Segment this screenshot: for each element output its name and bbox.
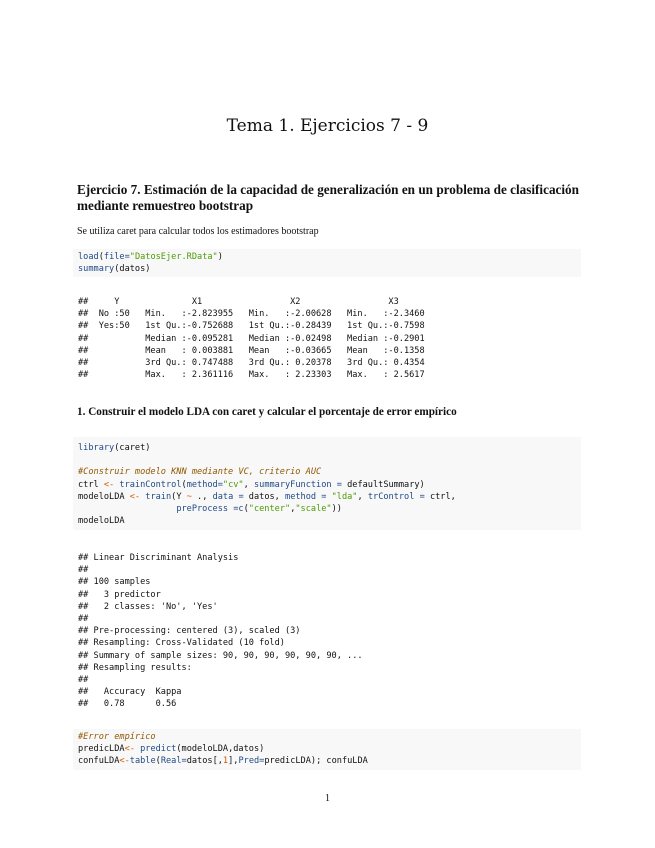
code-line <box>78 743 576 755</box>
code-operator: <- <box>119 756 130 767</box>
code-line <box>78 515 576 527</box>
code-argument: preProcess = <box>176 503 239 514</box>
code-string: "DatosEjer.RData" <box>129 252 218 262</box>
output-line: ## <box>78 613 89 624</box>
output-line: ## Pre-processing: centered (3), scaled (3) <box>78 626 301 637</box>
code-string: "scale" <box>295 503 332 514</box>
output-line: ## Median :-0.095281 Median :-0.02498 Median :-0.2901 <box>78 333 425 344</box>
code-text: ], <box>228 756 239 767</box>
code-argument: Pred= <box>238 756 265 767</box>
code-text: ., <box>191 491 213 502</box>
code-function: train <box>140 491 172 502</box>
code-line <box>78 442 576 454</box>
code-argument: summaryFunction = <box>253 479 342 490</box>
summary-output <box>78 296 580 381</box>
code-punct: ( <box>98 252 104 262</box>
code-punct: ( <box>243 503 249 514</box>
output-line: ## Mean : 0.003881 Mean :-0.03665 Mean :-0.1358 <box>78 345 425 356</box>
output-line: ## Resampling results: <box>78 662 192 673</box>
code-punct: ) <box>217 252 223 262</box>
code-text: (Y <box>171 491 187 502</box>
code-line <box>78 755 576 767</box>
exercise-heading: Ejercicio 7. Estimación de la capacidad de generalización en un problema de clasificación mediante remuestreo bootstrap <box>77 182 579 213</box>
output-line: ## 3 predictor <box>78 589 161 600</box>
code-blank-line <box>78 454 576 466</box>
code-punct: , <box>290 503 296 514</box>
code-punct: , <box>243 479 254 490</box>
code-line <box>78 491 576 503</box>
code-line <box>78 479 576 491</box>
output-line: ## 3rd Qu.: 0.747488 3rd Qu.: 0.20378 3rd Qu.: 0.4354 <box>78 357 425 368</box>
code-argument: method = <box>285 491 327 502</box>
output-line: ## 2 classes: 'No', 'Yes' <box>78 601 218 612</box>
code-line <box>78 503 576 515</box>
code-text: ctrl, <box>424 491 456 502</box>
code-text: modeloLDA <box>78 491 130 502</box>
code-string: "lda" <box>326 491 358 502</box>
output-line: ## Summary of sample sizes: 90, 90, 90, 90, 90, 90, ... <box>78 650 363 661</box>
document-title: Tema 1. Ejercicios 7 - 9 <box>226 116 429 136</box>
code-line <box>78 251 576 263</box>
code-text: modeloLDA <box>78 516 125 527</box>
code-function: table <box>129 756 156 767</box>
output-line: ## <box>78 674 89 685</box>
output-line: ## 0.78 0.56 <box>78 699 177 710</box>
output-line: ## Accuracy Kappa <box>78 687 182 698</box>
code-text: , <box>357 491 368 502</box>
page-number: 1 <box>325 793 330 804</box>
code-punct: ( <box>181 479 187 490</box>
code-string: "cv" <box>222 479 244 490</box>
code-text: defaultSummary) <box>341 479 425 490</box>
code-operator: <- <box>129 491 141 502</box>
output-line: ## Yes:50 1st Qu.:-0.752688 1st Qu.:-0.28439 1st Qu.:-0.7598 <box>78 321 425 332</box>
output-line: ## Max. : 2.361116 Max. : 2.23303 Max. : 2.5617 <box>78 370 425 381</box>
code-operator: <- <box>124 744 135 755</box>
section-heading: 1. Construir el modelo LDA con caret y calcular el porcentaje de error empírico <box>77 406 457 418</box>
code-argument: data = <box>212 491 244 502</box>
code-argument: Real= <box>160 756 187 767</box>
output-line: ## 100 samples <box>78 577 151 588</box>
code-operator: <- <box>103 479 115 490</box>
output-line: ## Resampling: Cross-Validated (10 fold) <box>78 638 285 649</box>
intro-paragraph: Se utiliza caret para calcular todos los estimadores bootstrap <box>77 226 319 237</box>
code-line <box>78 731 576 743</box>
code-punct: )) <box>331 503 342 514</box>
code-line <box>78 466 576 478</box>
code-argument: method= <box>186 479 223 490</box>
code-comment: #Error empírico <box>78 732 156 742</box>
code-string: "center" <box>248 503 291 514</box>
code-number: 1 <box>222 756 229 767</box>
code-text: ctrl <box>78 479 104 490</box>
code-function: library <box>78 443 115 453</box>
code-text: (datos) <box>114 264 151 275</box>
code-text: predicLDA); confuLDA <box>264 756 368 767</box>
code-text: (caret) <box>114 443 151 453</box>
output-line: ## Linear Discriminant Analysis <box>78 553 239 563</box>
code-text: predicLDA <box>78 744 125 755</box>
output-line: ## Y X1 X2 X3 <box>78 297 399 307</box>
code-function: c <box>238 503 244 514</box>
code-text: datos, <box>243 491 286 502</box>
code-function: load <box>78 252 99 262</box>
lda-output <box>78 552 580 710</box>
code-indent <box>78 504 176 514</box>
code-function: predict <box>134 744 177 755</box>
code-block-load <box>73 249 581 277</box>
code-line <box>78 263 576 275</box>
code-operator: ~ <box>186 491 192 502</box>
code-block-train <box>73 437 581 530</box>
output-line: ## No :50 Min. :-2.823955 Min. :-2.00628 Min. :-2.3460 <box>78 309 425 320</box>
code-text: datos[, <box>186 756 223 767</box>
code-function: summary <box>78 264 115 275</box>
code-function: trainControl <box>114 479 182 490</box>
code-text: confuLDA <box>78 756 120 767</box>
code-text: (modeloLDA,datos) <box>176 744 265 755</box>
output-line: ## <box>78 565 89 576</box>
code-punct: ( <box>155 756 161 767</box>
code-block-error <box>73 729 581 770</box>
code-argument: trControl = <box>367 491 425 502</box>
code-comment: #Construir modelo KNN mediante VC, criterio AUC <box>78 467 322 478</box>
code-argument: file= <box>103 252 130 262</box>
